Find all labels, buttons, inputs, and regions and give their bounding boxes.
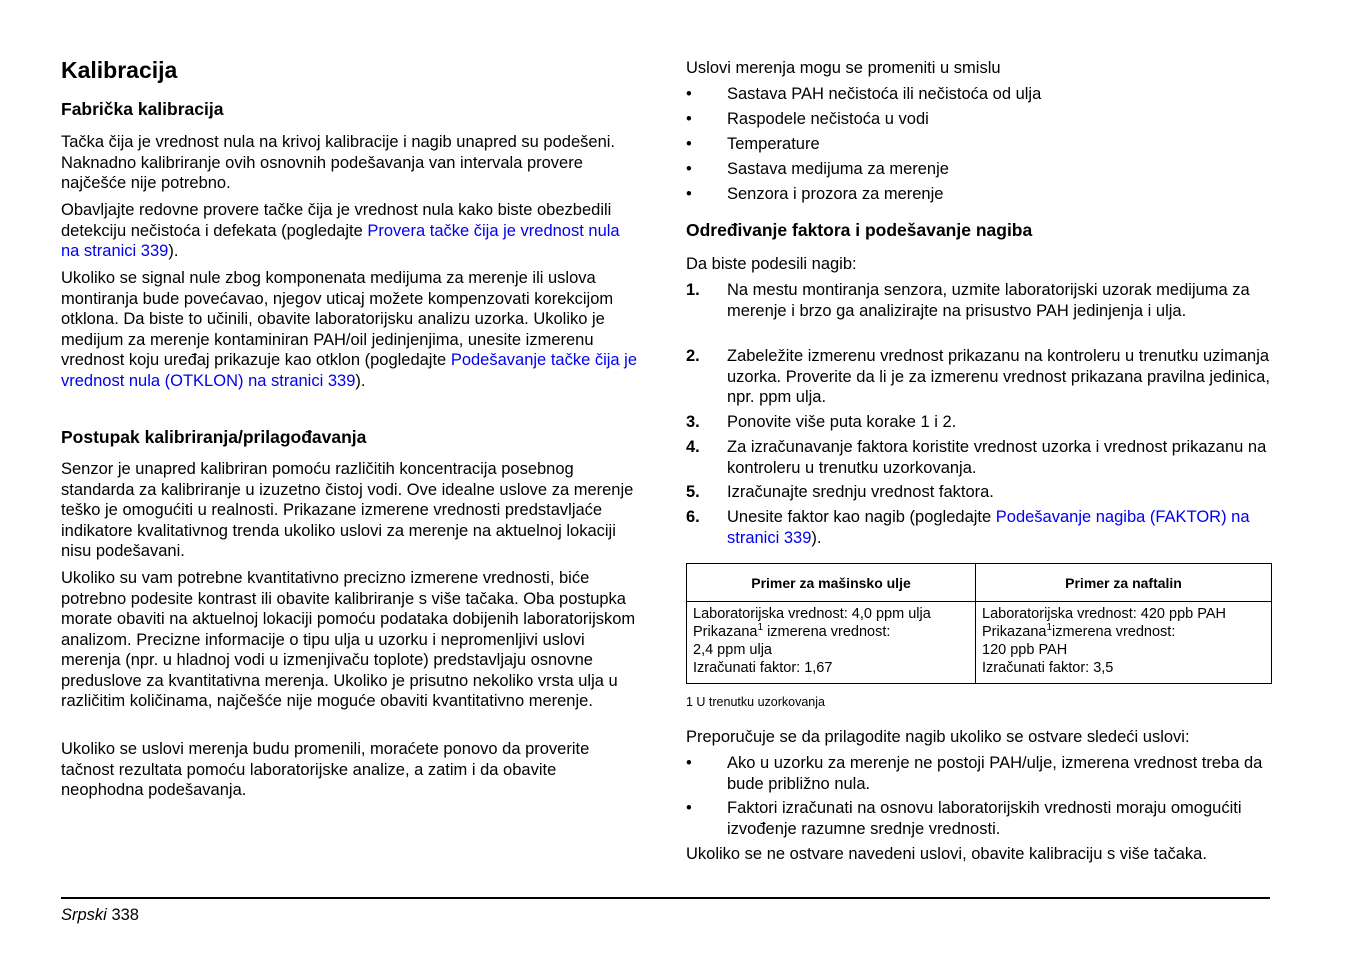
list-item: [686, 159, 1266, 184]
bullet: •: [686, 135, 692, 153]
text: Ukoliko se signal nule zbog komponenata medijuma za merenje ili uslova montiranja bude povećavao, njegov uticaj možete kompenzovati korekcijom otklona. Da biste to učinili, obavite laboratorijsku analizu uzorka. Ukoliko je medijum za merenje kontaminiran PAH/oil jedinjenjima, unesite izmerenu vrednost koju uređaj prikazuje kao otklon (pogledajte: [61, 269, 614, 369]
cell-measured-value: 2,4 ppm ulja: [693, 642, 772, 658]
step-number: 2.: [686, 347, 700, 365]
text: Prikazana: [982, 624, 1047, 640]
bullet: •: [686, 110, 692, 128]
table-header-machine-oil: Primer za mašinsko ulje: [687, 564, 976, 602]
list-item: [686, 109, 1266, 134]
heading-factor-slope: Određivanje faktora i podešavanje nagiba: [686, 220, 1033, 240]
paragraph-to-set-slope: Da biste podesili nagib:: [686, 255, 857, 273]
step-text-end: ).: [811, 528, 822, 547]
table-row: [687, 602, 1272, 684]
step-text: Unesite faktor kao nagib (pogledajte: [727, 508, 996, 526]
table-cell-machine-oil: [687, 602, 976, 684]
step-item: [686, 412, 1272, 437]
examples-table: [686, 563, 1272, 684]
cell-measured-value: 120 ppb PAH: [982, 642, 1068, 658]
page-title: Kalibracija: [61, 57, 178, 83]
step-item: [686, 482, 1272, 507]
heading-procedure: Postupak kalibriranja/prilagođavanja: [61, 427, 367, 447]
table-header-row: [687, 564, 1272, 602]
list-item: [686, 134, 1266, 159]
paragraph-conditions-intro: Uslovi merenja mogu se promeniti u smislu: [686, 59, 1001, 77]
text: Prikazana: [693, 624, 758, 640]
footer-rule: [61, 897, 1270, 899]
steps-list: [686, 280, 1272, 552]
text: izmerena vrednost:: [1052, 624, 1176, 640]
list-item: [686, 84, 1266, 109]
paragraph-regular-checks: [61, 200, 636, 262]
list-item-text: Raspodele nečistoća u vodi: [727, 110, 929, 128]
paragraph-zero-point: Tačka čija je vrednost nula na krivoj kalibracije i nagib unapred su podešeni. Naknadno kalibriranje ovih osnovnih podešavanja van intervala provere najčešće nije potrebno.: [61, 133, 615, 192]
table-footnote: 1 U trenutku uzorkovanja: [686, 695, 825, 709]
bullet: •: [686, 799, 692, 817]
paragraph-sensor-precalibrated: Senzor je unapred kalibriran pomoću različitih koncentracija posebnog standarda za kalibriranje u izuzetno čistoj vodi. Ove idealne uslove za merenje teško je omogućiti u realnosti. Prikazane izmerene vrednosti predstavljaće indikatore kvalitativnog trenda ukoliko uslovi za merenje na aktuelnoj lokaciji nisu podešavani.: [61, 460, 634, 560]
step-number: 6.: [686, 508, 700, 526]
paragraph-recommend: Preporučuje se da prilagodite nagib ukoliko se ostvare sledeći uslovi:: [686, 728, 1190, 746]
bullet: •: [686, 185, 692, 203]
footnote-ref: 1: [1046, 622, 1053, 634]
table-cell-naphthalene: [976, 602, 1272, 684]
paragraph-closing: Ukoliko se ne ostvare navedeni uslovi, obavite kalibraciju s više tačaka.: [686, 845, 1207, 863]
text: Obavljajte redovne provere tačke čija je vrednost nula kako biste obezbedili detekciju nečistoća i defekata (pogledajte: [61, 201, 612, 240]
step-text: Zabeležite izmerenu vrednost prikazanu na kontroleru u trenutku uzimanja uzorka. Proverite da li je za izmerenu vrednost prikazana pravilna jedinica, npr. ppm ulja.: [727, 347, 1270, 406]
text: ).: [168, 242, 179, 260]
heading-factory-calibration: Fabrička kalibracija: [61, 99, 224, 119]
cell-shown-label: [693, 623, 969, 641]
bullet: •: [686, 160, 692, 178]
step-number: 5.: [686, 483, 700, 501]
cell-lab-value: Laboratorijska vrednost: 4,0 ppm ulja: [693, 606, 931, 622]
bullet: •: [686, 85, 692, 103]
footer-language: Srpski: [61, 906, 107, 924]
step-text: Izračunajte srednju vrednost faktora.: [727, 483, 994, 501]
recommend-list: [686, 753, 1272, 843]
list-item: [686, 798, 1272, 843]
step-text: Ponovite više puta korake 1 i 2.: [727, 413, 957, 431]
list-item-text: Sastava PAH nečistoća ili nečistoća od ulja: [727, 85, 1042, 103]
table-header-naphthalene: Primer za naftalin: [976, 564, 1272, 602]
cell-shown-label: [982, 623, 1265, 641]
paragraph-offset: [61, 268, 641, 391]
list-item-text: Ako u uzorku za merenje ne postoji PAH/ulje, izmerena vrednost treba da bude približno nula.: [727, 754, 1263, 793]
page-number: 338: [111, 906, 139, 924]
bullet: •: [686, 754, 692, 772]
list-item: [686, 184, 1266, 209]
link-slope-factor[interactable]: Podešavanje nagiba (FAKTOR) na stranici 339: [727, 508, 1250, 547]
cell-factor: Izračunati faktor: 1,67: [693, 660, 833, 676]
step-number: 4.: [686, 438, 700, 456]
step-item: [686, 507, 1272, 552]
step-item: [686, 437, 1272, 482]
list-item: [686, 753, 1272, 798]
footnote-ref: 1: [757, 622, 764, 634]
text: izmerena vrednost:: [763, 624, 891, 640]
paragraph-quantitative: Ukoliko su vam potrebne kvantitativno precizno izmerene vrednosti, biće potrebno podesite kontrast ili obavite kalibriranje s više tačaka. Oba postupka morate obaviti na aktuelnoj lokaciji pomoću podataka dobijenih laboratorijskom analizom. Precizne informacije o tipu ulja u uzorku i nepromenljivi uslovi merenja (npr. u hladnoj vodi u izmenjivaču toplote) predstavljaju osnovne preduslove za kvantitativna merenja. Ukoliko je prisutno nekoliko vrsta ulja u različitim količinama, najčešće nije moguće obaviti kvantitativno merenje.: [61, 569, 636, 710]
page-footer: [61, 906, 139, 925]
list-item-text: Temperature: [727, 135, 820, 153]
list-item-text: Faktori izračunati na osnovu laboratorijskih vrednosti moraju omogućiti izvođenje razumne srednje vrednosti.: [727, 799, 1242, 838]
text: ).: [355, 371, 366, 390]
step-number: 1.: [686, 281, 700, 299]
list-item-text: Senzora i prozora za merenje: [727, 185, 944, 203]
link-offset[interactable]: Podešavanje tačke čija je vrednost nula (OTKLON) na stranici 339: [61, 351, 638, 390]
step-item: [686, 280, 1272, 346]
link-zero-check[interactable]: Provera tačke čija je vrednost nula na stranici 339: [61, 221, 620, 260]
list-item-text: Sastava medijuma za merenje: [727, 160, 949, 178]
paragraph-changed-conditions: Ukoliko se uslovi merenja budu promenili, moraćete ponovo da proverite tačnost rezultata pomoću laboratorijske analize, a zatim i da obavite neophodna podešavanja.: [61, 740, 590, 799]
cell-lab-value: Laboratorijska vrednost: 420 ppb PAH: [982, 606, 1226, 622]
step-text: Za izračunavanje faktora koristite vrednost uzorka i vrednost prikazanu na kontroleru u trenutku uzorkovanja.: [727, 438, 1267, 477]
step-text: Na mestu montiranja senzora, uzmite laboratorijski uzorak medijuma za merenje i brzo ga analizirajte na prisustvo PAH jedinjenja i ulja.: [727, 281, 1250, 320]
cell-factor: Izračunati faktor: 3,5: [982, 660, 1114, 676]
step-item: [686, 346, 1272, 412]
step-number: 3.: [686, 413, 700, 431]
conditions-list: [686, 84, 1266, 209]
